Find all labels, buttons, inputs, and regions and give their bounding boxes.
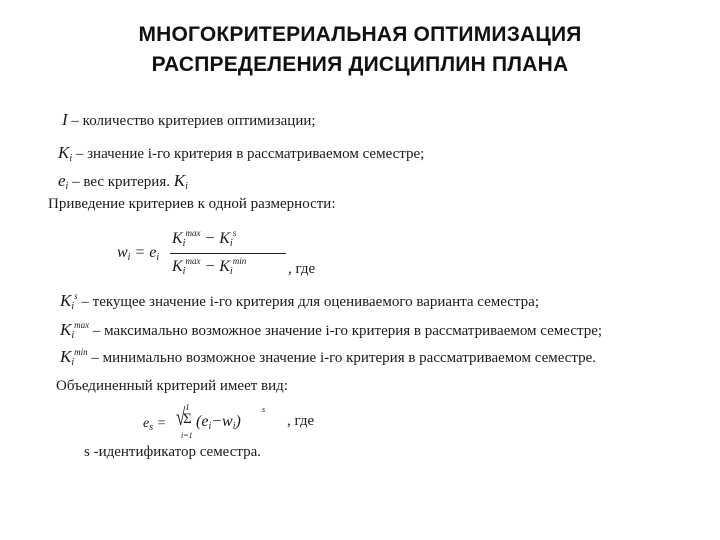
def-criterion-weight — [58, 171, 188, 192]
formula-numerator — [172, 228, 236, 249]
num-K-sup: max — [185, 228, 201, 238]
term-min-symbol: K — [60, 347, 72, 366]
sum-sign: Σ — [183, 411, 192, 427]
den-K2-sub: i — [229, 266, 233, 277]
num-K: K — [172, 230, 183, 247]
def-criteria-count — [62, 110, 316, 130]
term-min-sup: min — [74, 347, 88, 357]
body-w-sub: i — [232, 421, 236, 432]
combined-e: e — [143, 416, 150, 431]
formula-w: w — [117, 244, 128, 261]
symbol-e-sub: i — [65, 181, 69, 192]
symbol-K: K — [58, 143, 70, 162]
def-criterion-weight-text: – вес критерия. — [72, 174, 170, 190]
normalization-formula — [117, 228, 287, 284]
term-min-text: – минимально возможное значение i-го критерия в рассматриваемом семестре. — [91, 350, 597, 366]
den-K2: K — [219, 258, 230, 275]
symbol-e: e — [58, 171, 66, 190]
formula2-where: , где — [287, 413, 315, 429]
title-line-1: МНОГОКРИТЕРИАЛЬНАЯ ОПТИМИЗАЦИЯ — [138, 23, 582, 46]
semester-id-definition: s -идентификатор семестра. — [84, 444, 262, 460]
num-K2: K — [219, 230, 230, 247]
num-K-sub: i — [182, 238, 186, 249]
den-K2-sup: min — [232, 256, 247, 266]
term-max-text: – максимально возможное значение i-го критерия в рассматриваемом семестре; — [92, 323, 603, 339]
num-minus: − — [204, 230, 216, 247]
den-K-sup: max — [185, 256, 201, 266]
body-e: (e — [196, 413, 209, 430]
combined-power: s — [262, 405, 266, 414]
slide-title — [0, 20, 720, 80]
title-line-2: РАСПРЕДЕЛЕНИЯ ДИСЦИПЛИН ПЛАНА — [151, 53, 569, 76]
term-max-sup: max — [74, 320, 90, 330]
combined-formula — [143, 405, 273, 443]
symbol-K-sub: i — [69, 153, 73, 164]
body-w: −w — [211, 413, 233, 430]
term-current-text: – текущее значение i-го критерия для оцениваемого варианта семестра; — [81, 294, 539, 310]
symbol-K-tail-sub: i — [185, 181, 188, 192]
def-criteria-count-text: – количество критериев оптимизации; — [71, 113, 316, 129]
term-min-sub: i — [71, 357, 75, 368]
sum-top: I — [186, 403, 189, 412]
formula-w-sub: i — [127, 252, 131, 263]
combined-lhs — [143, 416, 166, 433]
combined-heading: Объединенный критерий имеет вид: — [56, 378, 288, 394]
term-max-sub: i — [71, 330, 75, 341]
num-K2-sub: i — [229, 238, 233, 249]
term-current — [60, 291, 539, 312]
fraction-bar — [170, 253, 286, 254]
reduction-heading: Приведение критериев к одной размерности: — [48, 196, 336, 212]
den-minus: − — [204, 258, 216, 275]
den-K: K — [172, 258, 183, 275]
formula-e: e — [149, 244, 157, 261]
formula-eq: = — [134, 244, 146, 261]
combined-body — [196, 413, 241, 432]
combined-eq: = — [156, 416, 167, 431]
sum-bottom: i=1 — [181, 431, 193, 440]
formula-e-sub: i — [156, 252, 160, 263]
symbol-K-tail: K — [173, 171, 186, 190]
term-min — [60, 347, 596, 368]
def-criterion-value-text: – значение i-го критерия в рассматриваемом семестре; — [75, 146, 425, 162]
num-K2-sup: s — [232, 228, 237, 238]
term-current-symbol: K — [60, 291, 72, 310]
formula1-where: , где — [288, 261, 316, 277]
combined-e-sub: s — [149, 422, 154, 433]
body-e-sub: i — [208, 421, 212, 432]
symbol-I: I — [62, 110, 68, 129]
term-max-symbol: K — [60, 320, 72, 339]
term-current-sup: s — [74, 291, 78, 301]
formula-denominator — [172, 256, 246, 277]
den-K-sub: i — [182, 266, 186, 277]
term-current-sub: i — [71, 301, 75, 312]
def-criterion-value — [58, 143, 424, 164]
body-close: ) — [235, 413, 241, 430]
formula-lhs — [117, 244, 159, 263]
term-max — [60, 320, 602, 341]
root-sign: √ — [175, 405, 186, 431]
